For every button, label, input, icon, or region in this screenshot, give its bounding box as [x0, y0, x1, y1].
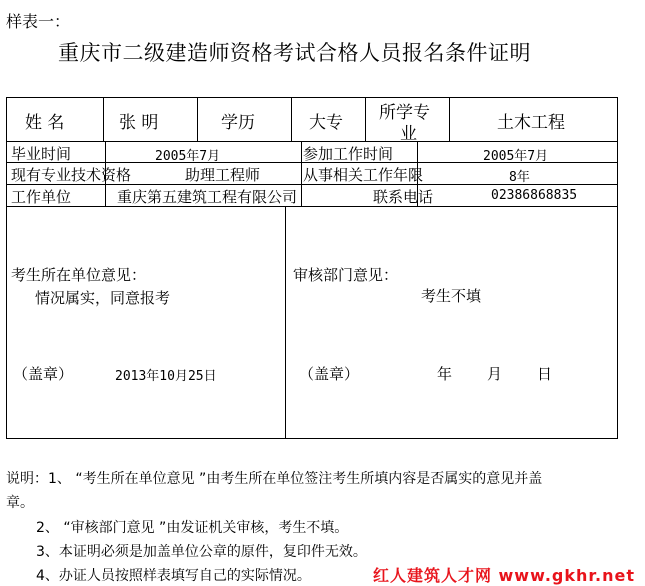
major-label-line1: 所学专: [379, 103, 430, 123]
education-label: 学历: [221, 113, 255, 133]
note-line-2: 2、 “审核部门意见 ”由发证机关审核，考生不填。: [36, 520, 349, 536]
work-years-value: 8年: [509, 170, 530, 185]
document-title: 重庆市二级建造师资格考试合格人员报名条件证明: [58, 41, 531, 65]
col-divider: [449, 98, 450, 141]
review-date-month: 月: [487, 365, 503, 383]
work-start-label: 参加工作时间: [303, 145, 394, 163]
phone-value: 02386868835: [491, 188, 578, 203]
row-divider: [7, 141, 617, 142]
review-opinion-text: 考生不填: [421, 287, 482, 305]
opinion-divider: [285, 206, 286, 438]
col-divider: [103, 98, 104, 141]
col-divider: [197, 98, 198, 141]
employer-value: 重庆第五建筑工程有限公司: [117, 188, 298, 206]
graduation-time-value: 2005年7月: [155, 149, 221, 164]
education-value: 大专: [309, 113, 343, 133]
sample-label: 样表一：: [6, 12, 71, 31]
certificate-form-table: [6, 97, 618, 439]
major-label-line2: 业: [400, 124, 417, 144]
note-line-1-continued: 章。: [6, 495, 34, 511]
review-date-year: 年: [437, 365, 453, 383]
col-divider: [301, 141, 302, 206]
qualification-label: 现有专业技术资格: [11, 166, 132, 184]
graduation-time-label: 毕业时间: [11, 145, 72, 163]
employer-seal-label: （盖章）: [13, 365, 74, 383]
note-line-3: 3、本证明必须是加盖单位公章的原件，复印件无效。: [36, 544, 367, 560]
review-opinion-heading: 审核部门意见：: [293, 266, 399, 284]
site-watermark: 红人建筑人才网 www.gkhr.net: [372, 566, 635, 585]
employer-opinion-text: 情况属实，同意报考: [35, 289, 171, 307]
name-value: 张 明: [119, 113, 159, 133]
note-line-4: 4、办证人员按照样表填写自己的实际情况。: [36, 568, 311, 584]
work-start-value: 2005年7月: [483, 149, 549, 164]
employer-label: 工作单位: [11, 188, 72, 206]
employer-opinion-heading: 考生所在单位意见：: [11, 266, 147, 284]
col-divider: [291, 98, 292, 141]
qualification-value: 助理工程师: [185, 166, 261, 184]
review-seal-label: （盖章）: [299, 365, 360, 383]
major-value: 土木工程: [497, 113, 565, 133]
work-years-label: 从事相关工作年限: [303, 166, 424, 184]
employer-opinion-date: 2013年10月25日: [115, 369, 217, 384]
phone-label: 联系电话: [373, 188, 434, 206]
col-divider: [365, 98, 366, 141]
row-divider: [7, 206, 617, 207]
name-label: 姓 名: [25, 113, 65, 133]
review-date-day: 日: [537, 365, 553, 383]
note-line-1: 说明：1、 “考生所在单位意见 ”由考生所在单位签注考生所填内容是否属实的意见并盖: [6, 471, 543, 487]
